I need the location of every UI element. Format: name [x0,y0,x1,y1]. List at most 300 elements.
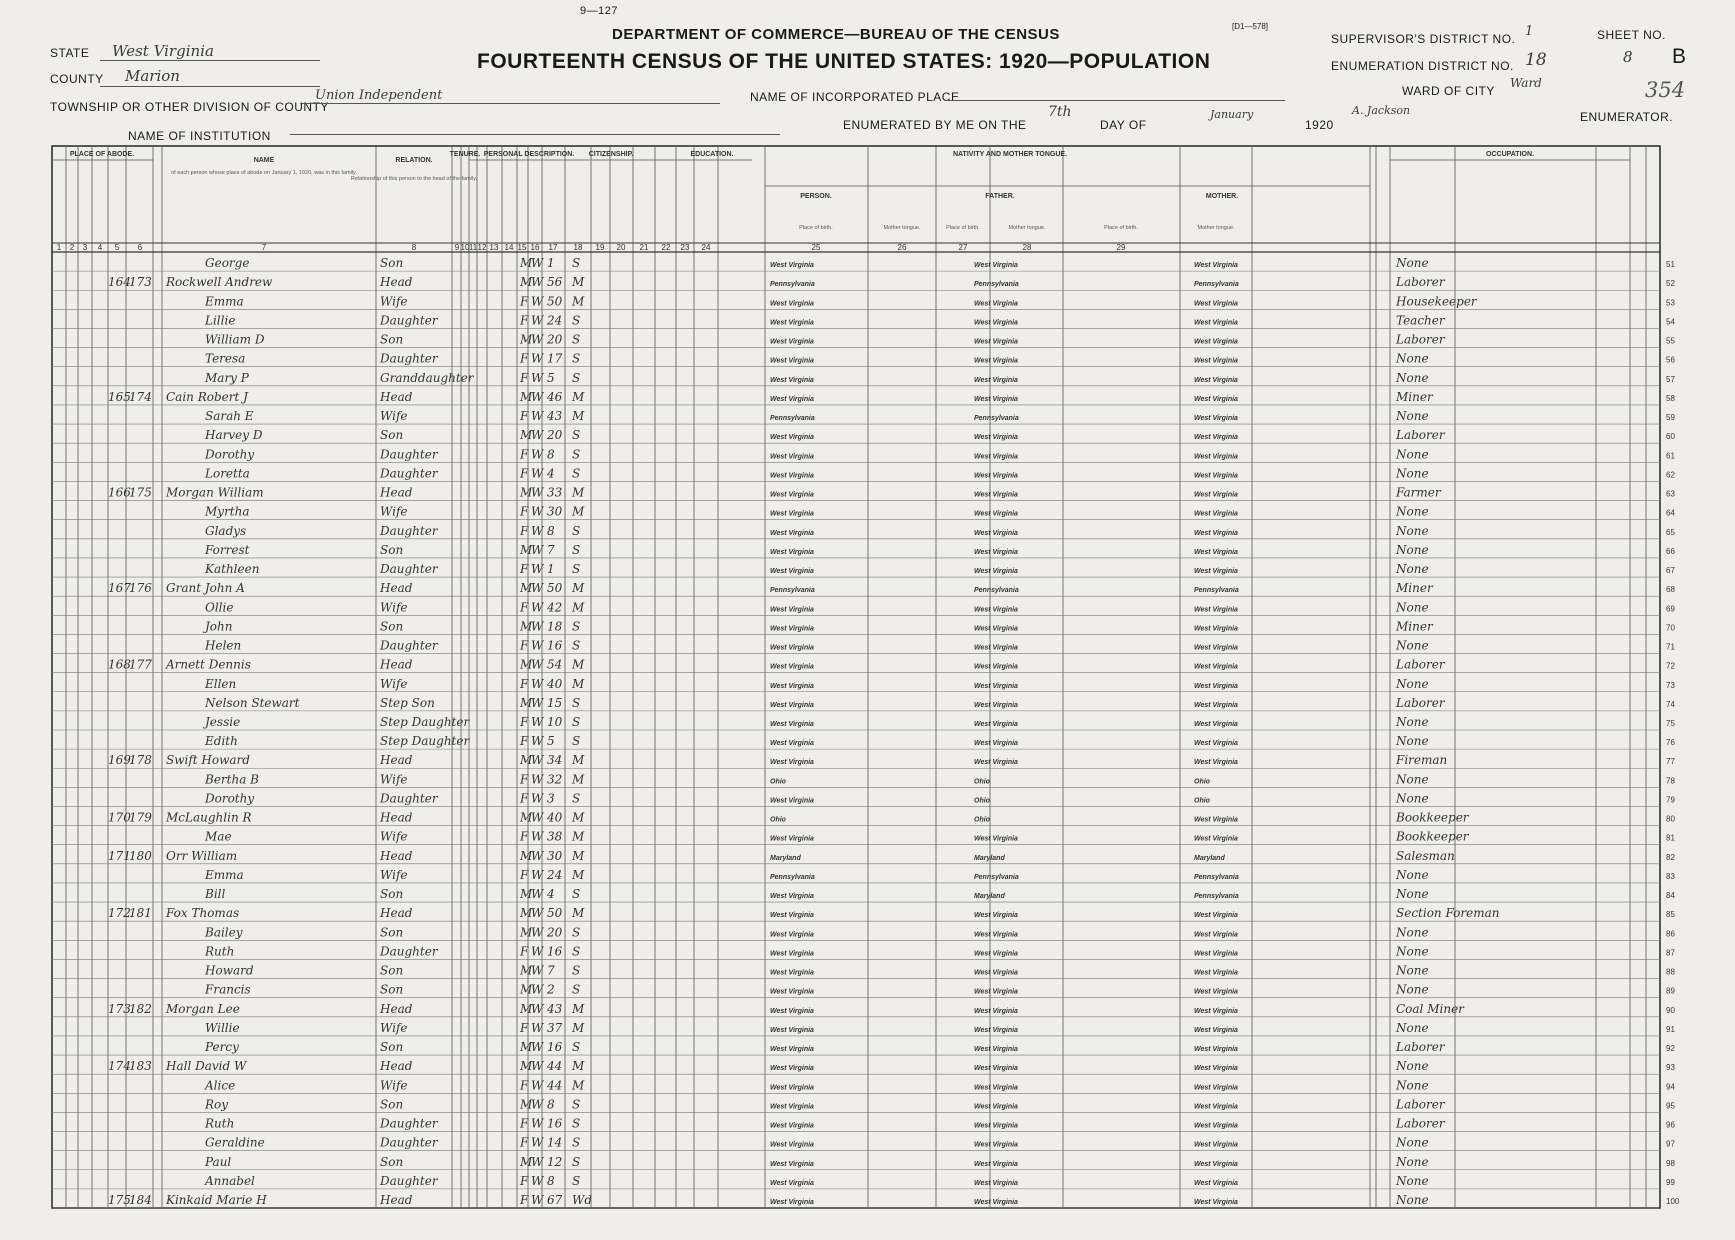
occupation: None [1396,867,1429,882]
ward-label: WARD OF CITY [1402,84,1495,98]
column-group-header: EDUCATION. [690,151,734,158]
relation: Wife [380,676,408,691]
nativity-subheader: FATHER. [985,193,1015,200]
age: 16 [547,944,563,959]
occupation: Salesman [1396,848,1455,863]
sex: F [520,1135,529,1150]
age: 54 [547,657,563,672]
birthplace-father: West Virginia [974,931,1018,939]
race: W [531,370,544,385]
birthplace-father: West Virginia [974,606,1018,614]
line-number: 58 [1666,393,1675,403]
dwelling-number: 169 [108,753,131,768]
person-name: Swift Howard [166,753,250,768]
birthplace-mother: West Virginia [1194,453,1238,461]
marital-status: S [572,428,581,443]
family-number: 173 [129,275,152,290]
column-number: 8 [411,243,417,252]
enumerated-month: January [1210,108,1254,121]
marital-status: M [572,1020,585,1035]
birthplace-person: West Virginia [770,1046,814,1054]
age: 50 [547,906,563,921]
race: W [531,772,544,787]
person-name: George [205,256,250,271]
birthplace-father: West Virginia [974,759,1018,767]
birthplace-mother: West Virginia [1194,319,1238,327]
birthplace-mother: West Virginia [1194,1199,1238,1206]
birthplace-father: West Virginia [974,644,1018,652]
person-name: Kathleen [205,562,260,577]
marital-status: S [572,1135,581,1150]
sex: M [520,1001,533,1016]
relation: Head [380,906,413,921]
relation: Head [380,581,413,596]
marital-status: S [572,715,581,729]
column-number: 28 [1022,243,1032,252]
marital-status: S [572,542,581,557]
sex: F [520,1173,529,1188]
birthplace-mother: Maryland [1194,854,1225,862]
relation: Head [380,485,413,500]
race: W [531,963,544,978]
nativity-column-header: Mother tongue. [1197,225,1235,231]
occupation: Laborer [1396,1097,1445,1112]
line-number: 71 [1666,642,1675,652]
column-number: 18 [573,243,583,252]
person-name: Loretta [205,466,250,481]
ward-value: Ward [1510,76,1542,90]
birthplace-person: West Virginia [770,912,814,920]
sex: F [520,638,529,653]
birthplace-person: West Virginia [770,357,814,365]
marital-status: M [572,409,585,424]
occupation: Farmer [1396,485,1441,500]
sex: M [520,1040,533,1055]
marital-status: M [572,848,585,863]
line-number: 56 [1666,355,1675,365]
birthplace-father: West Virginia [974,1065,1018,1073]
column-number: 29 [1116,243,1126,252]
birthplace-father: Pennsylvania [974,873,1019,881]
age: 24 [547,313,563,328]
dwelling-number: 165 [108,389,131,404]
birthplace-person: Pennsylvania [770,281,815,289]
age: 7 [547,963,555,978]
age: 4 [547,887,555,902]
line-number: 54 [1666,317,1675,327]
occupation: None [1396,944,1429,959]
relation: Daughter [380,1116,438,1131]
relation: Wife [380,867,408,882]
birthplace-mother: Pennsylvania [1194,893,1239,901]
person-name: Roy [205,1097,229,1112]
age: 2 [547,982,555,997]
race: W [531,581,544,596]
birthplace-person: West Virginia [770,1103,814,1111]
birthplace-father: West Virginia [974,548,1018,556]
birthplace-mother: West Virginia [1194,568,1238,576]
occupation: None [1396,1193,1429,1207]
birthplace-mother: West Virginia [1194,682,1238,690]
person-name: Mae [205,829,232,844]
sex: F [520,504,529,519]
occupation: None [1396,1078,1429,1093]
column-group-header: TENURE. [449,151,481,158]
relation: Head [380,753,413,768]
marital-status: S [572,1154,581,1169]
occupation: Housekeeper [1396,294,1477,309]
birthplace-mother: West Virginia [1194,759,1238,767]
nativity-subheader: PERSON. [800,193,832,200]
relation: Son [380,542,404,557]
family-number: 178 [129,753,152,768]
sex: F [520,409,529,424]
column-number: 15 [517,243,527,252]
birthplace-person: West Virginia [770,969,814,977]
enumeration-district-value: 18 [1525,50,1547,70]
birthplace-father: Ohio [974,797,990,805]
race: W [531,1059,544,1074]
age: 40 [547,810,563,825]
birthplace-mother: West Virginia [1194,510,1238,518]
sex: F [520,351,529,366]
relation: Daughter [380,1173,438,1188]
person-name: Sarah E [205,409,254,424]
line-number: 67 [1666,566,1675,576]
marital-status: S [572,1173,581,1188]
dwelling-number: 170 [108,810,131,825]
birthplace-father: West Virginia [974,1199,1018,1206]
state-label: STATE [50,46,90,60]
sex: F [520,370,529,385]
column-group-header: NATIVITY AND MOTHER TONGUE. [952,151,1068,158]
line-number: 66 [1666,546,1675,556]
relation: Son [380,332,404,347]
line-number: 76 [1666,738,1675,748]
race: W [531,1097,544,1112]
birthplace-mother: West Virginia [1194,415,1238,423]
marital-status: M [572,676,585,691]
sex: M [520,657,533,672]
sheet-no-label: SHEET NO. [1597,28,1666,42]
sex: M [520,256,533,271]
relation: Son [380,256,404,271]
race: W [531,447,544,462]
line-number: 93 [1666,1063,1675,1073]
birthplace-person: West Virginia [770,472,814,480]
sex: F [520,734,529,749]
birthplace-father: Pennsylvania [974,587,1019,595]
birthplace-father: West Virginia [974,625,1018,633]
sex: F [520,294,529,309]
marital-status: S [572,619,581,634]
family-number: 175 [129,485,152,500]
race: W [531,791,544,806]
occupation: None [1396,1020,1429,1035]
column-number: 2 [69,243,75,252]
birthplace-father: West Virginia [974,1103,1018,1111]
relation: Head [380,1001,413,1016]
relation: Son [380,963,404,978]
dwelling-number: 171 [108,848,131,863]
birthplace-father: West Virginia [974,1026,1018,1034]
birthplace-father: West Virginia [974,357,1018,365]
line-number: 88 [1666,967,1675,977]
birthplace-father: West Virginia [974,740,1018,748]
column-number: 27 [958,243,968,252]
dwelling-number: 175 [108,1193,131,1207]
birthplace-father: Maryland [974,854,1005,862]
line-number: 83 [1666,871,1675,881]
enumerated-day: 7th [1048,104,1072,120]
birthplace-father: West Virginia [974,529,1018,537]
marital-status: S [572,1040,581,1055]
person-name: Arnett Dennis [166,657,251,672]
birthplace-father: Pennsylvania [974,281,1019,289]
race: W [531,734,544,749]
sex: M [520,753,533,768]
birthplace-mother: Pennsylvania [1194,873,1239,881]
line-number: 73 [1666,680,1675,690]
sex: M [520,619,533,634]
marital-status: M [572,294,585,309]
occupation: Coal Miner [1396,1001,1464,1016]
birthplace-mother: West Virginia [1194,1084,1238,1092]
race: W [531,810,544,825]
nativity-subheader: MOTHER. [1205,193,1239,200]
occupation: Miner [1396,389,1433,404]
age: 34 [547,753,563,768]
sex: M [520,906,533,921]
race: W [531,676,544,691]
sex: M [520,485,533,500]
dwelling-number: 164 [108,275,131,290]
marital-status: M [572,1078,585,1093]
race: W [531,1020,544,1035]
person-name: Ruth [205,1116,235,1131]
sex: F [520,715,529,729]
enumerator-label: ENUMERATOR. [1580,110,1674,124]
age: 30 [547,848,563,863]
relation: Daughter [380,313,438,328]
sex: F [520,867,529,882]
age: 38 [547,829,563,844]
age: 20 [547,332,563,347]
race: W [531,1154,544,1169]
race: W [531,256,544,271]
family-number: 183 [129,1059,152,1074]
relation: Daughter [380,791,438,806]
person-name: Rockwell Andrew [166,275,273,290]
person-name: Forrest [205,542,250,557]
column-number: 3 [82,243,88,252]
race: W [531,351,544,366]
marital-status: M [572,772,585,787]
relation: Daughter [380,523,438,538]
occupation: Laborer [1396,657,1445,672]
relation: Step Daughter [380,715,470,729]
race: W [531,829,544,844]
column-group-header: PLACE OF ABODE. [69,151,135,158]
sex: M [520,275,533,290]
occupation: Laborer [1396,1116,1445,1131]
birthplace-mother: West Virginia [1194,816,1238,824]
age: 32 [547,772,563,787]
birthplace-mother: West Virginia [1194,1103,1238,1111]
age: 8 [547,447,555,462]
line-number: 95 [1666,1101,1675,1111]
marital-status: M [572,1001,585,1016]
birthplace-father: West Virginia [974,300,1018,308]
relation: Son [380,1040,404,1055]
race: W [531,848,544,863]
column-number: 25 [811,243,821,252]
relation: Son [380,1097,404,1112]
relation: Head [380,1193,413,1207]
marital-status: S [572,963,581,978]
birthplace-father: West Virginia [974,950,1018,958]
age: 5 [547,734,555,749]
birthplace-father: West Virginia [974,1046,1018,1054]
sex: M [520,389,533,404]
race: W [531,1173,544,1188]
birthplace-mother: West Virginia [1194,912,1238,920]
birthplace-father: West Virginia [974,1141,1018,1149]
marital-status: S [572,351,581,366]
occupation: None [1396,1154,1429,1169]
occupation: None [1396,772,1429,787]
birthplace-person: Pennsylvania [770,873,815,881]
form-number: 9—127 [580,5,618,17]
occupation: Laborer [1396,275,1445,290]
person-name: Nelson Stewart [205,695,300,710]
marital-status: S [572,370,581,385]
line-number: 68 [1666,585,1675,595]
birthplace-mother: Ohio [1194,797,1210,805]
birthplace-person: West Virginia [770,1065,814,1073]
marital-status: M [572,581,585,596]
birthplace-person: West Virginia [770,740,814,748]
relation: Son [380,1154,404,1169]
relation: Head [380,1059,413,1074]
age: 40 [547,676,563,691]
birthplace-person: West Virginia [770,510,814,518]
sex: M [520,982,533,997]
relation: Head [380,848,413,863]
family-number: 176 [129,581,152,596]
occupation: Bookkeeper [1396,810,1469,825]
birthplace-mother: West Virginia [1194,300,1238,308]
column-number: 22 [661,243,671,252]
occupation: None [1396,963,1429,978]
relation: Wife [380,409,408,424]
sex: M [520,695,533,710]
age: 15 [547,695,563,710]
birthplace-person: West Virginia [770,625,814,633]
occupation: None [1396,504,1429,519]
column-number: 9 [454,243,460,252]
birthplace-person: West Virginia [770,721,814,728]
marital-status: S [572,638,581,653]
person-name: Cain Robert J [166,389,248,404]
nativity-column-header: Mother tongue. [1008,225,1046,231]
sex: M [520,963,533,978]
column-group-header: RELATION. [395,157,433,164]
column-number: 11 [468,243,478,252]
marital-status: S [572,523,581,538]
birthplace-mother: West Virginia [1194,1026,1238,1034]
marital-status: M [572,753,585,768]
birthplace-mother: Pennsylvania [1194,281,1239,289]
birthplace-person: West Virginia [770,395,814,403]
birthplace-mother: West Virginia [1194,625,1238,633]
column-number: 17 [548,243,558,252]
birthplace-father: West Virginia [974,1007,1018,1015]
line-number: 80 [1666,814,1675,824]
person-name: Emma [205,867,244,882]
sex: M [520,810,533,825]
line-number: 79 [1666,795,1675,805]
line-number: 74 [1666,699,1675,709]
person-name: Orr William [166,848,238,863]
family-number: 174 [129,389,152,404]
marital-status: M [572,600,585,615]
race: W [531,1001,544,1016]
column-number: 23 [680,243,690,252]
column-number: 1 [56,243,62,252]
township-value: Union Independent [315,88,443,103]
race: W [531,906,544,921]
relation: Daughter [380,944,438,959]
census-title: FOURTEENTH CENSUS OF THE UNITED STATES: 1920—POPULATION [477,50,1211,73]
marital-status: S [572,925,581,940]
age: 1 [547,562,555,577]
line-number: 85 [1666,910,1675,920]
person-name: Bailey [205,925,243,940]
dwelling-number: 168 [108,657,131,672]
birthplace-mother: West Virginia [1194,434,1238,442]
occupation: Miner [1396,619,1433,634]
birthplace-mother: West Virginia [1194,969,1238,977]
occupation: None [1396,925,1429,940]
birthplace-father: West Virginia [974,568,1018,576]
sheet-side: B [1672,45,1687,68]
birthplace-father: West Virginia [974,912,1018,920]
line-number: 87 [1666,948,1675,958]
person-name: Edith [205,734,238,749]
race: W [531,313,544,328]
line-number: 60 [1666,432,1675,442]
birthplace-mother: West Virginia [1194,491,1238,499]
relation: Wife [380,772,408,787]
age: 33 [547,485,563,500]
dwelling-number: 173 [108,1001,131,1016]
age: 44 [547,1078,563,1093]
marital-status: S [572,313,581,328]
line-number: 86 [1666,929,1675,939]
birthplace-person: West Virginia [770,1122,814,1130]
marital-status: S [572,982,581,997]
birthplace-person: West Virginia [770,950,814,958]
relation: Son [380,887,404,902]
occupation: None [1396,447,1429,462]
race: W [531,485,544,500]
birthplace-father: Maryland [974,893,1005,901]
line-number: 90 [1666,1005,1675,1015]
birthplace-father: West Virginia [974,721,1018,728]
sex: F [520,523,529,538]
relation: Head [380,657,413,672]
